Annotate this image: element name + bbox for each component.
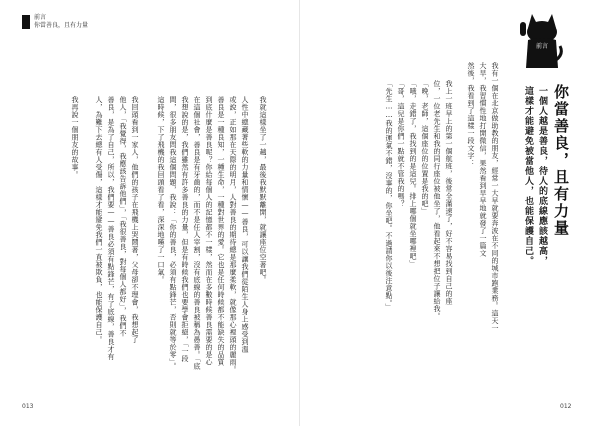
right-body-col-2: 大早，我習慣性地打開微信，果然看到早早地就發了一篇文 <box>479 62 487 257</box>
right-body-col-3: 然後，我看到了這樣一段文字： <box>467 62 475 167</box>
left-body-col-3: 或說，正如那在天際的明月，人對善良的期待總是那麼柔軟，就像那心裡頭的麗雨。 <box>229 96 237 374</box>
left-body-col-6: 在這個社會，善良是有牙齒的，而不是任人宰割，沒有底線的善良被稱為愚善。「底 <box>193 96 201 370</box>
right-body-col-1: 我有一個在北京做助教的朋友，經常一大早就要奔波在不同的城市跑業務。這天一 <box>491 62 499 332</box>
chapter-title: 你當善良，且有力量 <box>552 84 570 237</box>
left-body-col-12: 善良，是為了自己，所以，我們要——善良必須有點鋒芒，有了底線，善良才有 <box>107 96 115 361</box>
left-body-col-11: 他人，「我覺得，我應該告訴他們」，「我很善良，對每個人都好」，我們不 <box>119 96 127 337</box>
left-body-col-5: 到底什麼是善良呢？你給每個人的記憶都不一樣，然而在多數時候善良需要的是心 <box>205 96 213 366</box>
right-body-col-9: 「先生……我的運氣不錯，沒事的，你坐吧。不過請你以後注意點。」 <box>385 80 393 311</box>
right-body-col-8: 「哥，這兒是你們一點就不管我的嗎？ <box>397 80 405 208</box>
header-marker <box>22 15 30 29</box>
page-number-left: 013 <box>22 403 34 410</box>
left-body-col-8: 間，很多朋友問我這個問題，我說：「你的善良，必須有點鋒芒，否則就等於零」。 <box>169 96 177 370</box>
cat-label: 前言 <box>535 43 548 50</box>
right-body-col-5: 位，一位老先生和我的同行座位被他坐了，他看起來不想把位子讓給我。 <box>433 80 441 320</box>
page-number-right: 012 <box>560 403 572 410</box>
header-line-1: 前言 <box>34 14 47 21</box>
left-body-col-13: 人，為難下去總有人受傷，這樣才能避免我們一直被欺負，也能保護自己。 <box>95 96 103 344</box>
left-body-col-2: 人性中總藏著些軟的力量和情懷——善良，可以讓我們從陌生人身上感受到溫 <box>241 96 249 353</box>
header-text <box>34 14 88 30</box>
left-body-col-4: 善良是一種良知，一種生命，一種對世界的愛。它也是任何時候都不能缺失的品質 <box>217 96 225 366</box>
left-body-col-14: 我再說一個朋友的故事。 <box>71 96 79 179</box>
right-body-col-6: 「晚，老師，這個座位的位置是我的吧」 <box>421 80 429 215</box>
left-body-col-9: 這時候，下了飛機的我回頭看了看，深深地嘆了一口氣。 <box>157 96 165 284</box>
left-body-col-10: 我回頭看到一家人，他們的孩子在飛機上哭鬧著，父母卻不理會，我想起了 <box>131 96 139 344</box>
running-header <box>22 14 88 30</box>
page-gutter <box>299 0 300 426</box>
left-body-col-1: 我就這樣坐了一趟，最後我默默離開，就讓座位空著吧。 <box>259 96 267 284</box>
header-line-2: 你當善良，且有力量 <box>34 22 89 29</box>
subtitle-line-1: 一個人越是善良，待人的底線應該越高， <box>537 86 547 266</box>
right-body-col-7: 「哦，走錯了，我找到的是這兒。排上哪個就坐哪裡吧」 <box>409 80 417 268</box>
subtitle-line-2: 這樣才能避免被當他人，也能保護自己。 <box>523 86 533 266</box>
left-body-col-7: 我想說的是，我們雖然有許多善良的力量，但是有時候我們也要學會拒絕，「一段 <box>181 96 189 363</box>
right-body-col-4: 我上一班早上的第一個航班，後常全滿速了，好不容易找到自己的座 <box>445 80 453 305</box>
